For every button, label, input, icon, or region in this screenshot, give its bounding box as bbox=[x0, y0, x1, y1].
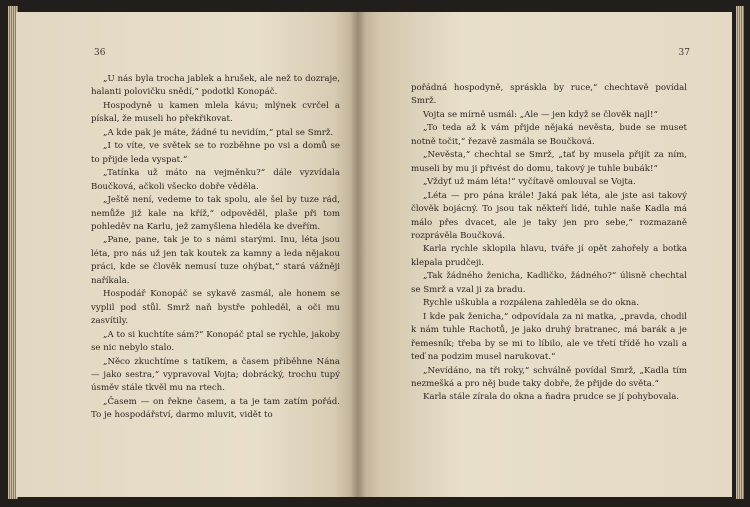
paragraph: Hospodář Konopáč se sykavě zasmál, ale honem se vyplil pod stůl. Smrž naň bystře pohleděl, a oči mu zasvítily. bbox=[91, 289, 340, 327]
right-page-number: 37 bbox=[678, 48, 690, 58]
paragraph: „A kde pak je máte, žádné tu nevidím,“ ptal se Smrž. bbox=[103, 127, 334, 138]
paragraph: Hospodyně u kamen mlela kávu; mlýnek cvrčel a pískal, že museli ho překřikovat. bbox=[91, 100, 340, 125]
paragraph: Rychle uškubla a rozpálena zahleděla se do okna. bbox=[423, 298, 640, 309]
paragraph: I kde pak ženicha,“ odpovídala za ni matka, „pravda, chodil k nám tuhle Rachotů, je jako druhý bratranec, má barák a je řemesník; třeba by se mi to líbilo, ale ve třetí třídě ho vzali a teď na podzim musel narukovat.“ bbox=[411, 311, 687, 363]
left-page-number: 36 bbox=[94, 48, 106, 58]
paragraph: „U nás byla trocha jablek a hrušek, ale než to dozraje, halanti polovičku snědí,“ podotkl Konopáč. bbox=[91, 74, 340, 98]
left-page-text bbox=[91, 73, 340, 423]
paragraph: „Pane, pane, tak je to s námi starými. Inu, léta jsou léta, pro nás už jen tak koutek za kamny a leda nějakou práci, kde se člověk nemusí tuze ohýbat,“ stará vážněji naříkala. bbox=[91, 235, 340, 286]
paragraph: Karla rychle sklopila hlavu, tváře jí opět zahořely a botka klepala prudčeji. bbox=[411, 244, 687, 268]
right-page-text bbox=[411, 82, 687, 405]
paragraph: „Tak žádného ženicha, Kadličko, žádného?“ úlisně chechtal se Smrž a vzal ji za bradu. bbox=[411, 271, 687, 295]
paragraph: „Nevěsta,“ chechtal se Smrž, „tať by musela přijít za ním, museli by mu ji přivést do domu, takový je tuhle bubák!“ bbox=[411, 150, 687, 174]
left-page bbox=[16, 12, 358, 497]
paragraph: „To teda až k vám přijde nějaká nevěsta, bude se muset notně točit,“ řezavě zasmála se Boučková. bbox=[411, 123, 687, 147]
paragraph: Vojta se mírně usmál: „Ale — jen když se člověk najl!“ bbox=[423, 109, 658, 120]
book-gutter bbox=[350, 12, 366, 497]
paragraph: „I to víte, ve světek se to rozběhne po vsi a domů se to přijde leda vyspat.“ bbox=[91, 141, 340, 165]
paragraph: pořádná hospodyně, spráskla by ruce,“ chechtavě povídal Smrž. bbox=[411, 83, 687, 107]
paragraph: „Něco zkuchtíme s tatíkem, a časem přiběhne Nána — jako sestra,“ vypravoval Vojta; dobrácký, trochu tupý úsměv stále tkvěl mu na rtech. bbox=[91, 356, 340, 394]
paragraph: „Vždyť už mám léta!“ vyčítavě omlouval se Vojta. bbox=[423, 177, 636, 188]
paragraph: „A to si kuchtíte sám?“ Konopáč ptal se rychle, jakoby se nic nebylo stalo. bbox=[91, 329, 340, 354]
paragraph: „Ještě není, vedeme to tak spolu, ale šel by tuze rád, nemůže již kale na kříž,“ odpověděl, plaše při tom pohleděv na Karlu, jež zamyšlena hleděla ke dveřím. bbox=[91, 195, 340, 232]
paragraph: Karla stále zírala do okna a ňadra prudce se jí pohybovala. bbox=[423, 392, 680, 403]
right-page bbox=[358, 12, 732, 497]
paragraph: „Tatínka už máto na vejměnku?“ dále vyzvídala Boučková, ačkoli všecko dobře věděla. bbox=[91, 168, 340, 192]
paragraph: „Časem — on řekne časem, a ta je tam zatím pořád. To je hospodářství, darmo mluvit, vidět to bbox=[91, 396, 340, 421]
paragraph: „Léta — pro pána krále! Jaká pak léta, ale jste asi takový člověk bojácný. To jsou tak někteří lidé, tuhle naše Kadla má málo přes dvacet, ale je taky jen pro sebe,“ rozmazaně rozprávěla Boučková. bbox=[411, 190, 687, 241]
paragraph: „Nevídáno, na tři roky,“ schválně povídal Smrž, „Kadla tím nezmešká a pro něj bude taky dobře, že přijde do světa.“ bbox=[411, 365, 687, 389]
page-edges-right bbox=[736, 6, 744, 499]
